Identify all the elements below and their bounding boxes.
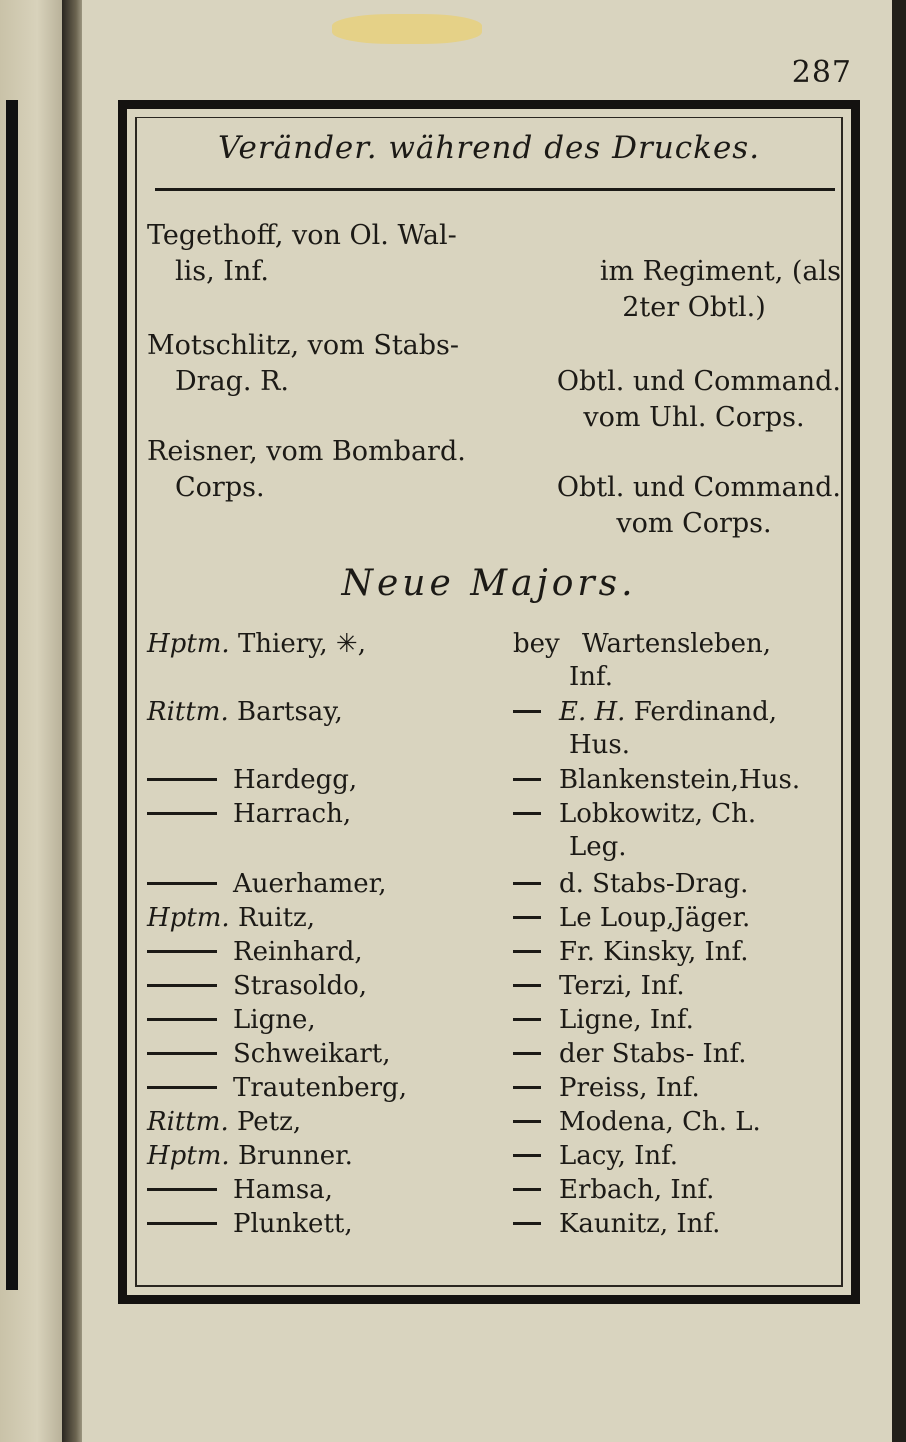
facing-page-edge [0,0,62,1442]
entry-name-line1: Tegethoff, von Ol. Wal- [147,220,457,251]
ditto-dash [513,984,541,987]
regiment-lead: bey [513,629,560,659]
major-regiment [513,1004,843,1037]
major-officer [147,936,507,969]
major-regiment [513,936,843,969]
major-officer [147,1038,507,1071]
entry-name-line2: Corps. [175,472,265,503]
ditto-dash [147,1188,217,1191]
officer-rank: Hptm. [147,629,230,659]
entry-name-line2: lis, Inf. [175,256,269,287]
officer-rank: Hptm. [147,903,230,933]
officer-name: Auerhamer, [233,869,387,899]
ditto-dash [513,916,541,919]
page-number: 287 [791,55,852,90]
paper-stain [332,14,482,44]
officer-name: Plunkett, [233,1209,353,1239]
ditto-dash [147,1052,217,1055]
regiment-name: Ferdinand, [633,697,778,727]
entry-destination [517,470,841,542]
header-title: Veränder. während des Druckes. [217,130,761,166]
regiment-name: Ligne, Inf. [559,1005,694,1035]
major-officer [147,798,507,831]
officer-name: Petz, [236,1107,302,1137]
entry-name [147,434,507,506]
major-regiment [513,970,843,1003]
book-page [82,0,892,1442]
entry-destination [517,254,841,326]
regiment-name: Terzi, Inf. [559,971,685,1001]
officer-rank: Rittm. [147,697,229,727]
entry-name-line1: Reisner, vom Bombard. [147,436,466,467]
major-regiment [513,798,843,864]
entry-dest-line2: vom Corps. [616,508,772,539]
ditto-dash [147,882,217,885]
ditto-dash [513,1154,541,1157]
major-officer [147,868,507,901]
entry-name [147,218,507,290]
major-officer [147,1106,507,1139]
ditto-dash [147,984,217,987]
ditto-dash [513,1052,541,1055]
major-regiment [513,1140,843,1173]
entry-dest-line2: vom Uhl. Corps. [583,402,805,433]
officer-name: Schweikart, [233,1039,391,1069]
major-regiment [513,1174,843,1207]
major-officer [147,902,507,935]
ditto-dash [147,950,217,953]
regiment-prefix: E. H. [559,697,626,727]
page-frame [118,100,860,1304]
officer-name: Thiery, ✳, [237,629,366,659]
major-regiment [513,868,843,901]
major-officer [147,1140,507,1173]
entry-dest-line1: Obtl. und Command. [556,472,841,503]
entry-dest-line1: im Regiment, (als [599,256,841,287]
major-regiment [513,696,843,762]
major-regiment [513,764,843,797]
officer-name: Reinhard, [233,937,363,967]
regiment-name: Erbach, Inf. [559,1175,715,1205]
ditto-dash [147,1018,217,1021]
major-officer [147,970,507,1003]
header-rule [155,188,835,191]
right-page-edge [892,0,906,1442]
entry-name-line1: Motschlitz, vom Stabs- [147,330,460,361]
entry-dest-line1: Obtl. und Command. [556,366,841,397]
regiment-cont: Leg. [569,832,627,862]
major-officer [147,1072,507,1105]
major-regiment [513,1038,843,1071]
officer-name: Brunner. [237,1141,353,1171]
regiment-cont: Hus. [569,730,631,760]
major-regiment [513,1072,843,1105]
entry-dest-line2: 2ter Obtl.) [622,292,766,323]
major-regiment [513,628,843,694]
officer-rank: Rittm. [147,1107,229,1137]
ditto-dash [513,778,541,781]
ditto-dash [147,812,217,815]
major-officer [147,1208,507,1241]
regiment-name: Fr. Kinsky, Inf. [559,937,749,967]
major-regiment [513,1106,843,1139]
major-officer [147,628,507,661]
regiment-name: der Stabs- Inf. [559,1039,747,1069]
major-officer [147,1174,507,1207]
ditto-dash [513,1018,541,1021]
officer-name: Bartsay, [236,697,343,727]
regiment-name: d. Stabs-Drag. [559,869,749,899]
ditto-dash [513,950,541,953]
major-regiment [513,902,843,935]
book-gutter [62,0,82,1442]
facing-page-border [6,100,18,1290]
officer-name: Trautenberg, [233,1073,407,1103]
ditto-dash [513,710,541,713]
major-officer [147,764,507,797]
ditto-dash [513,1222,541,1225]
regiment-name: Lacy, Inf. [559,1141,679,1171]
entry-name-line2: Drag. R. [175,366,290,397]
officer-name: Ruitz, [237,903,316,933]
entry-name [147,328,507,400]
regiment-name: Modena, Ch. L. [559,1107,761,1137]
regiment-name: Blankenstein,Hus. [559,765,801,795]
ditto-dash [513,1188,541,1191]
ditto-dash [147,778,217,781]
major-officer [147,696,507,729]
ditto-dash [513,882,541,885]
major-officer [147,1004,507,1037]
ditto-dash [513,1086,541,1089]
section-title: Neue Majors. [341,563,637,604]
officer-name: Harrach, [233,799,352,829]
officer-name: Hardegg, [233,765,358,795]
regiment-name: Lobkowitz, Ch. [559,799,757,829]
officer-rank: Hptm. [147,1141,230,1171]
ditto-dash [513,1120,541,1123]
officer-name: Ligne, [233,1005,316,1035]
entry-destination [517,364,841,436]
regiment-name: Kaunitz, Inf. [559,1209,721,1239]
officer-name: Strasoldo, [233,971,368,1001]
major-regiment [513,1208,843,1241]
inner-frame [135,117,843,1287]
ditto-dash [147,1222,217,1225]
regiment-cont: Inf. [569,662,613,692]
ditto-dash [147,1086,217,1089]
regiment-name: Preiss, Inf. [559,1073,700,1103]
ditto-dash [513,812,541,815]
officer-name: Hamsa, [233,1175,333,1205]
regiment-name: Le Loup,Jäger. [559,903,751,933]
regiment-name: Wartensleben, [581,629,772,659]
